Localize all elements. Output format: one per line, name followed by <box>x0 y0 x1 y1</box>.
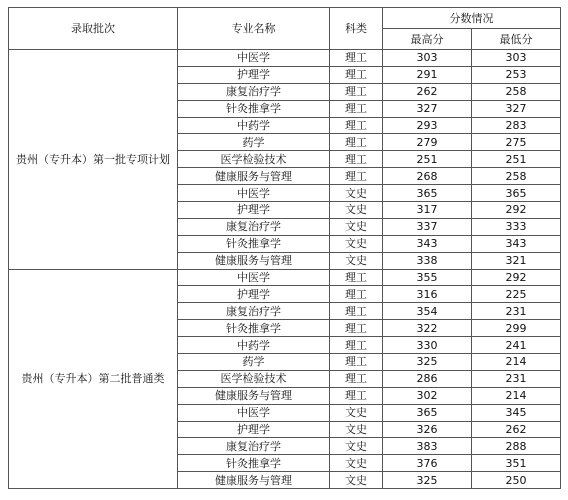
min-score-cell: 299 <box>472 320 561 337</box>
category-cell: 理工 <box>330 50 383 67</box>
category-cell: 理工 <box>330 66 383 83</box>
header-category: 科类 <box>330 8 383 50</box>
min-score-cell: 214 <box>472 354 561 371</box>
major-cell: 中医学 <box>178 269 330 286</box>
min-score-cell: 251 <box>472 151 561 168</box>
max-score-cell: 303 <box>383 50 472 67</box>
major-cell: 中医学 <box>178 185 330 202</box>
min-score-cell: 321 <box>472 252 561 269</box>
min-score-cell: 258 <box>472 83 561 100</box>
max-score-cell: 286 <box>383 370 472 387</box>
major-cell: 护理学 <box>178 202 330 219</box>
major-cell: 针灸推拿学 <box>178 100 330 117</box>
major-cell: 护理学 <box>178 286 330 303</box>
min-score-cell: 345 <box>472 404 561 421</box>
max-score-cell: 268 <box>383 168 472 185</box>
category-cell: 理工 <box>330 83 383 100</box>
max-score-cell: 262 <box>383 83 472 100</box>
min-score-cell: 365 <box>472 185 561 202</box>
category-cell: 理工 <box>330 151 383 168</box>
batch-cell: 贵州（专升本）第二批普通类 <box>9 269 178 489</box>
category-cell: 理工 <box>330 320 383 337</box>
max-score-cell: 354 <box>383 303 472 320</box>
header-major: 专业名称 <box>178 8 330 50</box>
max-score-cell: 291 <box>383 66 472 83</box>
min-score-cell: 283 <box>472 117 561 134</box>
max-score-cell: 251 <box>383 151 472 168</box>
major-cell: 护理学 <box>178 66 330 83</box>
max-score-cell: 317 <box>383 202 472 219</box>
header-scores: 分数情况 <box>383 8 561 29</box>
min-score-cell: 214 <box>472 387 561 404</box>
category-cell: 理工 <box>330 100 383 117</box>
major-cell: 健康服务与管理 <box>178 387 330 404</box>
table-row <box>9 269 561 286</box>
max-score-cell: 383 <box>383 438 472 455</box>
max-score-cell: 337 <box>383 218 472 235</box>
category-cell: 理工 <box>330 303 383 320</box>
max-score-cell: 325 <box>383 354 472 371</box>
header-min: 最低分 <box>472 29 561 50</box>
major-cell: 药学 <box>178 134 330 151</box>
major-cell: 药学 <box>178 354 330 371</box>
table-header <box>9 8 561 50</box>
min-score-cell: 292 <box>472 269 561 286</box>
major-cell: 健康服务与管理 <box>178 168 330 185</box>
category-cell: 文史 <box>330 438 383 455</box>
category-cell: 文史 <box>330 235 383 252</box>
major-cell: 中药学 <box>178 117 330 134</box>
min-score-cell: 262 <box>472 421 561 438</box>
max-score-cell: 338 <box>383 252 472 269</box>
category-cell: 理工 <box>330 286 383 303</box>
category-cell: 文史 <box>330 472 383 489</box>
admission-scores-table <box>8 7 561 489</box>
min-score-cell: 250 <box>472 472 561 489</box>
major-cell: 中医学 <box>178 404 330 421</box>
max-score-cell: 326 <box>383 421 472 438</box>
min-score-cell: 231 <box>472 370 561 387</box>
max-score-cell: 355 <box>383 269 472 286</box>
major-cell: 中医学 <box>178 50 330 67</box>
max-score-cell: 322 <box>383 320 472 337</box>
category-cell: 理工 <box>330 117 383 134</box>
min-score-cell: 241 <box>472 337 561 354</box>
max-score-cell: 330 <box>383 337 472 354</box>
table-body <box>9 50 561 489</box>
min-score-cell: 258 <box>472 168 561 185</box>
major-cell: 康复治疗学 <box>178 218 330 235</box>
max-score-cell: 327 <box>383 100 472 117</box>
category-cell: 理工 <box>330 168 383 185</box>
category-cell: 文史 <box>330 202 383 219</box>
min-score-cell: 225 <box>472 286 561 303</box>
max-score-cell: 376 <box>383 455 472 472</box>
category-cell: 理工 <box>330 337 383 354</box>
category-cell: 文史 <box>330 252 383 269</box>
major-cell: 医学检验技术 <box>178 370 330 387</box>
major-cell: 康复治疗学 <box>178 83 330 100</box>
batch-cell: 贵州（专升本）第一批专项计划 <box>9 50 178 270</box>
major-cell: 健康服务与管理 <box>178 472 330 489</box>
major-cell: 健康服务与管理 <box>178 252 330 269</box>
major-cell: 针灸推拿学 <box>178 320 330 337</box>
min-score-cell: 303 <box>472 50 561 67</box>
max-score-cell: 302 <box>383 387 472 404</box>
max-score-cell: 325 <box>383 472 472 489</box>
min-score-cell: 253 <box>472 66 561 83</box>
max-score-cell: 316 <box>383 286 472 303</box>
category-cell: 文史 <box>330 218 383 235</box>
header-max: 最高分 <box>383 29 472 50</box>
category-cell: 文史 <box>330 185 383 202</box>
category-cell: 文史 <box>330 455 383 472</box>
category-cell: 理工 <box>330 134 383 151</box>
major-cell: 护理学 <box>178 421 330 438</box>
max-score-cell: 293 <box>383 117 472 134</box>
header-batch: 录取批次 <box>9 8 178 50</box>
min-score-cell: 231 <box>472 303 561 320</box>
major-cell: 中药学 <box>178 337 330 354</box>
table-row <box>9 50 561 67</box>
category-cell: 文史 <box>330 421 383 438</box>
max-score-cell: 279 <box>383 134 472 151</box>
category-cell: 理工 <box>330 269 383 286</box>
category-cell: 理工 <box>330 370 383 387</box>
min-score-cell: 292 <box>472 202 561 219</box>
min-score-cell: 343 <box>472 235 561 252</box>
category-cell: 理工 <box>330 354 383 371</box>
major-cell: 针灸推拿学 <box>178 455 330 472</box>
min-score-cell: 327 <box>472 100 561 117</box>
major-cell: 针灸推拿学 <box>178 235 330 252</box>
major-cell: 康复治疗学 <box>178 438 330 455</box>
max-score-cell: 365 <box>383 404 472 421</box>
major-cell: 医学检验技术 <box>178 151 330 168</box>
min-score-cell: 275 <box>472 134 561 151</box>
max-score-cell: 343 <box>383 235 472 252</box>
max-score-cell: 365 <box>383 185 472 202</box>
min-score-cell: 288 <box>472 438 561 455</box>
category-cell: 文史 <box>330 404 383 421</box>
category-cell: 理工 <box>330 387 383 404</box>
major-cell: 康复治疗学 <box>178 303 330 320</box>
min-score-cell: 351 <box>472 455 561 472</box>
min-score-cell: 333 <box>472 218 561 235</box>
